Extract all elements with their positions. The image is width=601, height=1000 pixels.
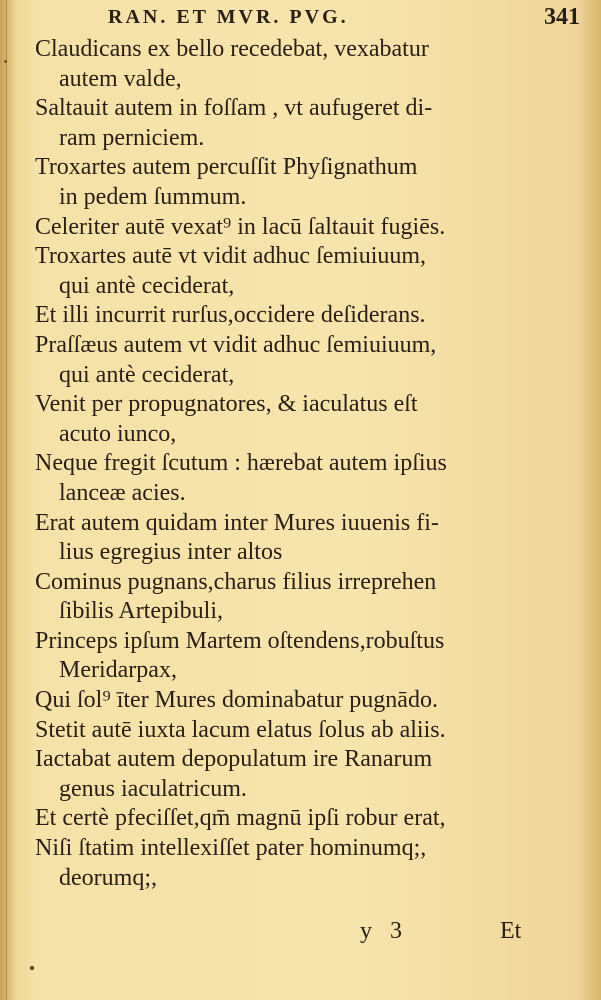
text-line: genus iaculatricum. bbox=[59, 775, 247, 802]
text-line: Erat autem quidam inter Mures iuuenis fi- bbox=[35, 509, 439, 536]
text-line: Meridarpax, bbox=[59, 657, 177, 684]
ink-speck bbox=[4, 60, 7, 63]
text-line: Celeriter autē vexat⁹ in lacū ſaltauit fugiēs. bbox=[35, 213, 446, 240]
text-line: Stetit autē iuxta lacum elatus ſolus ab aliis. bbox=[35, 716, 446, 743]
ink-speck bbox=[30, 966, 34, 970]
text-line: qui antè ceciderat, bbox=[59, 272, 235, 299]
catchword: Et bbox=[500, 918, 522, 944]
text-line: acuto iunco, bbox=[59, 420, 177, 447]
verse-text bbox=[35, 35, 545, 893]
text-line: autem valde, bbox=[59, 65, 182, 92]
running-head: RAN. ET MVR. PVG. bbox=[108, 6, 349, 28]
text-line: Et certè pfeciſſet,qm̄ magnū ipſi robur erat, bbox=[35, 805, 446, 832]
text-line: lius egregius inter altos bbox=[59, 539, 283, 566]
text-line: Praſſæus autem vt vidit adhuc ſemiuiuum, bbox=[35, 331, 437, 358]
text-line: Claudicans ex bello recedebat, vexabatur bbox=[35, 36, 429, 62]
page-footer bbox=[0, 918, 601, 958]
text-line: ram perniciem. bbox=[59, 124, 205, 151]
text-line: Niſi ſtatim intellexiſſet pater hominumq;, bbox=[35, 835, 427, 862]
page-number: 341 bbox=[544, 4, 580, 30]
gutter-line bbox=[6, 0, 7, 1000]
page-header bbox=[60, 4, 580, 34]
text-line: Iactabat autem depopulatum ire Ranarum bbox=[35, 746, 433, 773]
text-line: Qui ſol⁹ īter Mures dominabatur pugnādo. bbox=[35, 687, 438, 714]
text-line: Cominus pugnans,charus filius irreprehen bbox=[35, 568, 437, 595]
page-gutter bbox=[0, 0, 16, 1000]
text-line: Princeps ipſum Martem oſtendens,robuſtus bbox=[35, 627, 445, 654]
text-line: Troxartes autē vt vidit adhuc ſemiuiuum, bbox=[35, 243, 427, 270]
signature-mark: y 3 bbox=[360, 918, 408, 944]
text-line: Neque fregit ſcutum : hærebat autem ipſius bbox=[35, 450, 447, 477]
text-line: Troxartes autem percuſſit Phyſignathum bbox=[35, 154, 418, 181]
text-line: lanceæ acies. bbox=[59, 479, 186, 506]
text-line: in pedem ſummum. bbox=[59, 183, 247, 210]
text-line: deorumq;, bbox=[59, 864, 157, 891]
text-line: Saltauit autem in foſſam , vt aufugeret di- bbox=[35, 95, 433, 122]
text-line: ſibilis Artepibuli, bbox=[59, 598, 224, 625]
text-line: qui antè ceciderat, bbox=[59, 361, 235, 388]
text-line: Venit per propugnatores, & iaculatus eſt bbox=[35, 391, 418, 418]
text-line: Et illi incurrit rurſus,occidere deſiderans. bbox=[35, 302, 426, 329]
